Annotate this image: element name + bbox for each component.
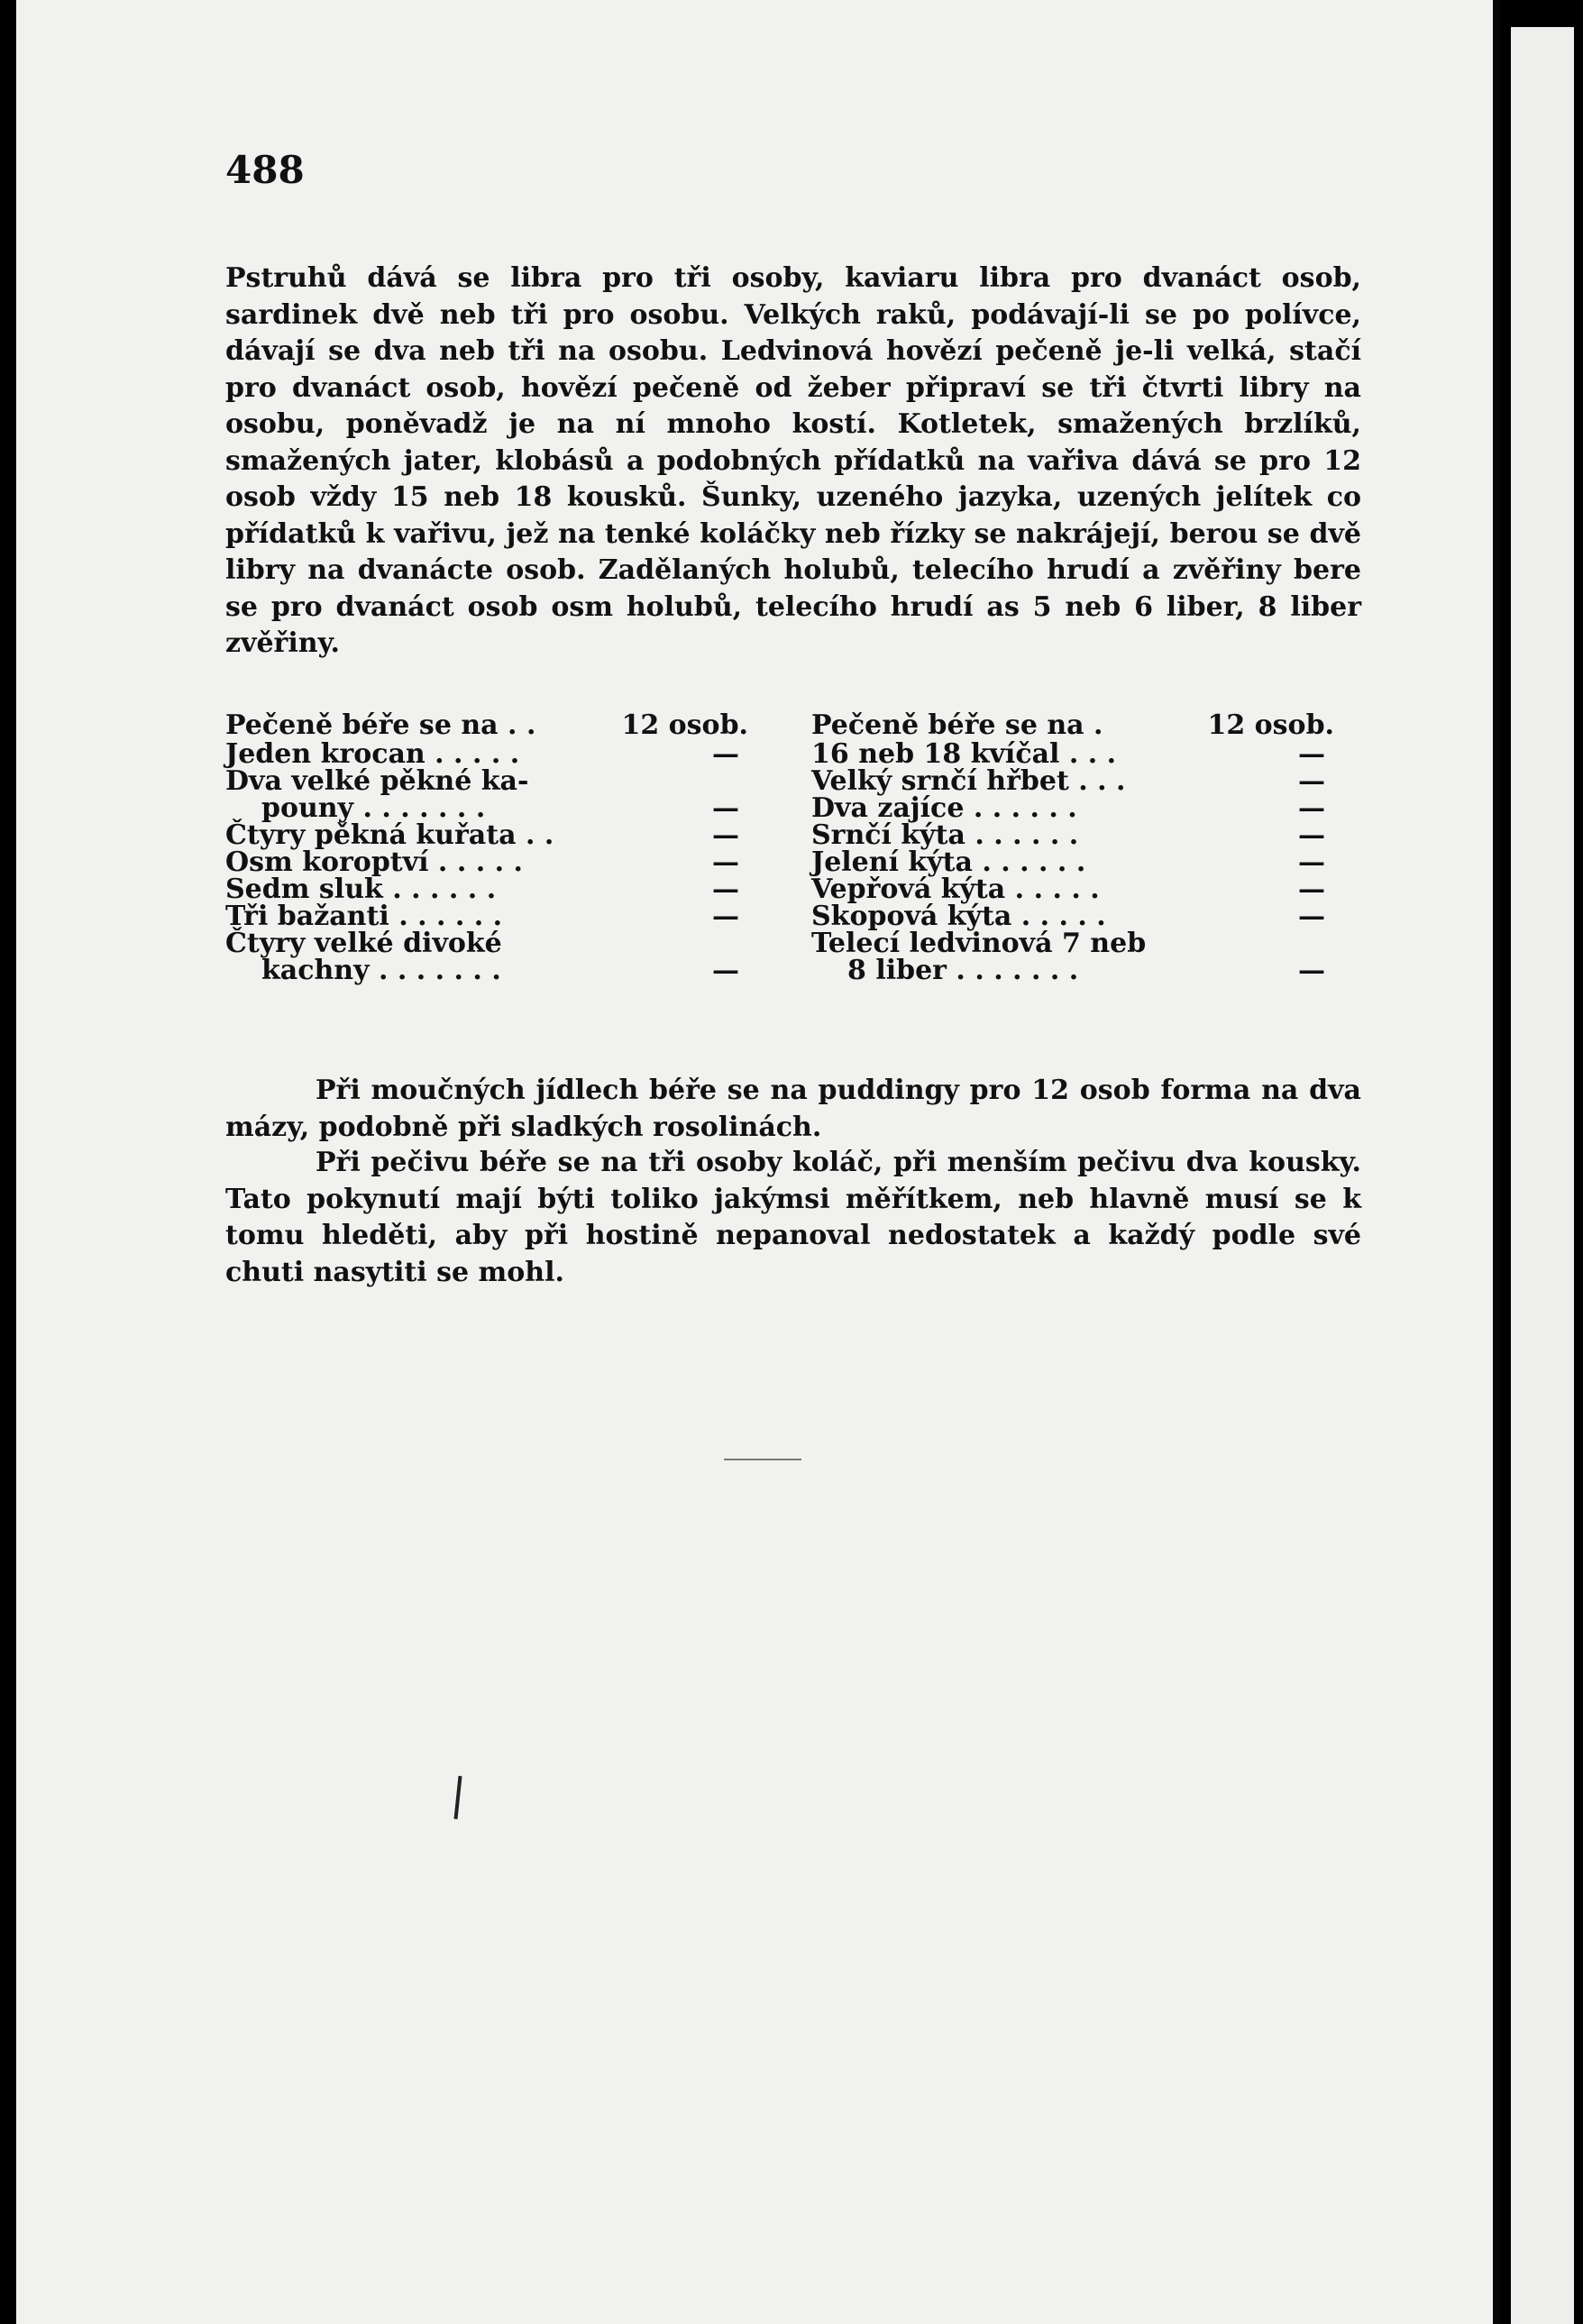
table-row: kachny . . . . . . . — [261, 955, 739, 986]
table-header-quantity: 12 osob. [621, 709, 748, 741]
table-row: Jeden krocan . . . . . — [225, 738, 739, 770]
table-row: Skopová kýta . . . . . — [811, 901, 1325, 932]
table-row: Vepřová kýta . . . . . — [811, 874, 1325, 905]
table-row: Telecí ledvinová 7 neb [811, 928, 1147, 959]
table-row: pouny . . . . . . . — [261, 792, 739, 824]
table-row: 8 liber . . . . . . . — [847, 955, 1325, 986]
table-header-quantity: 12 osob. [1207, 709, 1334, 741]
table-row: Sedm sluk . . . . . . — [225, 874, 739, 905]
closing-paragraph-2: Při pečivu béře se na tři osoby koláč, při menším pečivu dva kousky. Tato pokynutí mají býti toliko jakýmsi měřítkem, neb hlavně musí se k tomu hleděti, aby při hostině nepanoval nedostatek a každý podle své chuti nasytiti se mohl. [225, 1147, 1361, 1288]
facing-page-strip [1511, 27, 1574, 2324]
table-row: Dva zajíce . . . . . . — [811, 792, 1325, 824]
table-left-column [225, 710, 775, 984]
page-number: 488 [225, 148, 305, 192]
table-header-right [811, 710, 1361, 741]
roast-quantity-table [225, 710, 1361, 1071]
page-edge-rule [1493, 0, 1500, 2324]
body-paragraph: Pstruhů dává se libra pro tři osoby, kaviaru libra pro dvanáct osob, sardinek dvě neb tři pro osobu. Velkých raků, podávají-li se po polívce, dávají se dva neb tři na osobu. Ledvinová hovězí pečeně je-li velká, stačí pro dvanáct osob, hovězí pečeně od žeber připraví se tři čtvrti libry na osobu, poněvadž je na ní mnoho kostí. Kotletek, smažených brzlíků, smažených jater, klobásů a podobných přídatků na vařiva dává se pro 12 osob vždy 15 neb 18 kousků. Šunky, uzeného jazyka, uzených jelítek co přídatků k vařivu, jež na tenké koláčky neb řízky se nakrájejí, berou se dvě libry na dvanácte osob. Zadělaných holubů, telecího hrudí a zvěřiny bere se pro dvanáct osob osm holubů, telecího hrudí as 5 neb 6 liber, 8 liber zvěřiny. [225, 262, 1361, 659]
book-page [16, 0, 1495, 2324]
print-mark [454, 1776, 462, 1819]
table-row: Jelení kýta . . . . . . — [811, 846, 1325, 878]
table-row: Tři bažanti . . . . . . — [225, 901, 739, 932]
table-header-label: Pečeně béře se na . [811, 709, 1103, 741]
table-row: Dva velké pěkné ka- [225, 765, 529, 797]
table-row: 16 neb 18 kvíčal . . . — [811, 738, 1325, 770]
table-row: Osm koroptví . . . . . — [225, 846, 739, 878]
table-row: Čtyry velké divoké [225, 928, 502, 959]
table-row: Čtyry pěkná kuřata . . — [225, 819, 739, 851]
section-divider [724, 1459, 801, 1460]
table-header-label: Pečeně béře se na . . [225, 709, 536, 741]
table-row: Srnčí kýta . . . . . . — [811, 819, 1325, 851]
table-header-left [225, 710, 775, 741]
table-right-column [811, 710, 1361, 984]
table-row: Velký srnčí hřbet . . . — [811, 765, 1325, 797]
closing-paragraph-1: Při moučných jídlech béře se na puddingy pro 12 osob forma na dva mázy, podobně při sladkých rosolinách. [225, 1075, 1361, 1143]
